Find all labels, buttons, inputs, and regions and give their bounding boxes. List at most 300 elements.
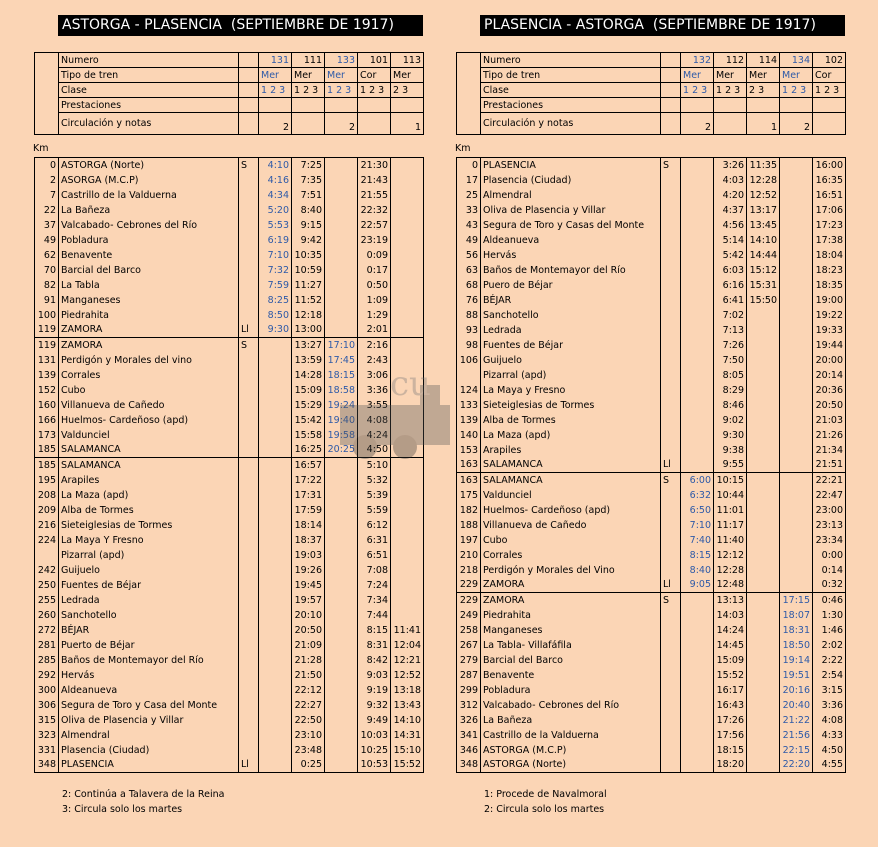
- time-cell: [259, 533, 292, 548]
- time-cell: 10:15: [714, 473, 747, 488]
- time-cell: 20:25: [325, 443, 358, 458]
- arrival-departure-mark: [239, 518, 259, 533]
- schedule-row: [35, 563, 424, 578]
- schedule-row: [457, 173, 846, 188]
- time-cell: 5:20: [259, 203, 292, 218]
- header-blank-cell: [35, 53, 59, 135]
- time-cell: [325, 653, 358, 668]
- time-cell: 17:26: [714, 713, 747, 728]
- time-cell: 18:37: [292, 533, 325, 548]
- train-numero-cell: 101: [358, 53, 391, 68]
- header-mark-cell: [661, 83, 681, 98]
- station-name: Sanchotello: [59, 608, 239, 623]
- arrival-departure-mark: [661, 743, 681, 758]
- km-cell: 348: [457, 758, 481, 773]
- time-cell: 22:21: [813, 473, 846, 488]
- time-cell: 8:40: [292, 203, 325, 218]
- arrival-departure-mark: [661, 233, 681, 248]
- schedule-row: [35, 203, 424, 218]
- arrival-departure-mark: [239, 248, 259, 263]
- train-clase-cell: 1 2 3: [325, 83, 358, 98]
- train-numero-cell: 134: [780, 53, 813, 68]
- time-cell: [681, 353, 714, 368]
- time-cell: [780, 398, 813, 413]
- time-cell: [391, 458, 424, 473]
- time-cell: 9:42: [292, 233, 325, 248]
- time-cell: 3:55: [358, 398, 391, 413]
- arrival-departure-mark: [239, 443, 259, 458]
- km-cell: 341: [457, 728, 481, 743]
- schedule-row: [457, 713, 846, 728]
- time-cell: 21:56: [780, 728, 813, 743]
- arrival-departure-mark: [239, 233, 259, 248]
- station-name: SALAMANCA: [481, 473, 661, 488]
- time-cell: 16:25: [292, 443, 325, 458]
- time-cell: 11:40: [714, 533, 747, 548]
- time-cell: [325, 518, 358, 533]
- time-cell: 20:50: [292, 623, 325, 638]
- time-cell: [391, 248, 424, 263]
- arrival-departure-mark: [239, 413, 259, 428]
- header-mark-cell: [239, 98, 259, 113]
- time-cell: [681, 248, 714, 263]
- time-cell: 7:25: [292, 158, 325, 173]
- station-name: La Tabla: [59, 278, 239, 293]
- station-name: ASTORGA (Norte): [59, 158, 239, 173]
- header-label: Circulación y notas: [59, 113, 239, 135]
- station-name: Segura de Toro y Casas del Monte: [481, 218, 661, 233]
- train-tipo-cell: Cor: [358, 68, 391, 83]
- km-cell: 292: [35, 668, 59, 683]
- time-cell: 19:14: [780, 653, 813, 668]
- time-cell: [391, 548, 424, 563]
- arrival-departure-mark: [239, 623, 259, 638]
- time-cell: 19:45: [292, 578, 325, 593]
- arrival-departure-mark: [661, 293, 681, 308]
- km-cell: 82: [35, 278, 59, 293]
- schedule-row: [35, 188, 424, 203]
- time-cell: 0:17: [358, 263, 391, 278]
- time-cell: 15:29: [292, 398, 325, 413]
- time-cell: 12:28: [714, 563, 747, 578]
- arrival-departure-mark: S: [239, 158, 259, 173]
- time-cell: [325, 218, 358, 233]
- km-cell: 300: [35, 683, 59, 698]
- time-cell: 3:15: [813, 683, 846, 698]
- time-cell: 7:10: [681, 518, 714, 533]
- train-clase-cell: 1 2 3: [714, 83, 747, 98]
- time-cell: [747, 563, 780, 578]
- time-cell: [391, 218, 424, 233]
- time-cell: 12:28: [747, 173, 780, 188]
- time-cell: 1:30: [813, 608, 846, 623]
- time-cell: [681, 218, 714, 233]
- time-cell: [681, 398, 714, 413]
- train-circ-cell: 1: [747, 113, 780, 135]
- schedule-row: [457, 758, 846, 773]
- time-cell: [325, 308, 358, 323]
- station-name: Corrales: [59, 368, 239, 383]
- time-cell: 3:06: [358, 368, 391, 383]
- arrival-departure-mark: [661, 443, 681, 458]
- km-cell: 182: [457, 503, 481, 518]
- time-cell: 20:14: [813, 368, 846, 383]
- time-cell: 3:36: [358, 383, 391, 398]
- time-cell: 2:22: [813, 653, 846, 668]
- time-cell: 21:22: [780, 713, 813, 728]
- time-cell: 18:35: [813, 278, 846, 293]
- left-schedule-table: [34, 157, 424, 773]
- time-cell: [259, 368, 292, 383]
- time-cell: [747, 683, 780, 698]
- time-cell: 15:50: [747, 293, 780, 308]
- arrival-departure-mark: [239, 503, 259, 518]
- time-cell: [747, 728, 780, 743]
- station-name: Fuentes de Béjar: [59, 578, 239, 593]
- time-cell: [391, 413, 424, 428]
- header-label: Numero: [481, 53, 661, 68]
- time-cell: 23:34: [813, 533, 846, 548]
- km-cell: 175: [457, 488, 481, 503]
- time-cell: 17:31: [292, 488, 325, 503]
- arrival-departure-mark: [661, 428, 681, 443]
- arrival-departure-mark: [661, 713, 681, 728]
- km-cell: 17: [457, 173, 481, 188]
- arrival-departure-mark: Ll: [239, 758, 259, 773]
- time-cell: 4:08: [358, 413, 391, 428]
- time-cell: [681, 158, 714, 173]
- time-cell: 4:16: [259, 173, 292, 188]
- time-cell: 12:04: [391, 638, 424, 653]
- arrival-departure-mark: [239, 713, 259, 728]
- time-cell: [780, 353, 813, 368]
- time-cell: [747, 743, 780, 758]
- time-cell: 7:35: [292, 173, 325, 188]
- station-name: Almendral: [59, 728, 239, 743]
- time-cell: [681, 728, 714, 743]
- time-cell: 15:12: [747, 263, 780, 278]
- time-cell: 6:16: [714, 278, 747, 293]
- schedule-row: [35, 713, 424, 728]
- time-cell: [259, 623, 292, 638]
- time-cell: 7:51: [292, 188, 325, 203]
- time-cell: [325, 203, 358, 218]
- time-cell: [780, 173, 813, 188]
- time-cell: 6:50: [681, 503, 714, 518]
- time-cell: 14:31: [391, 728, 424, 743]
- time-cell: 7:34: [358, 593, 391, 608]
- km-cell: 68: [457, 278, 481, 293]
- schedule-row: [35, 743, 424, 758]
- arrival-departure-mark: [661, 383, 681, 398]
- time-cell: 4:37: [714, 203, 747, 218]
- time-cell: 21:30: [358, 158, 391, 173]
- train-clase-cell: 1 2 3: [358, 83, 391, 98]
- time-cell: 23:48: [292, 743, 325, 758]
- km-cell: 93: [457, 323, 481, 338]
- time-cell: 18:50: [780, 638, 813, 653]
- schedule-row: [35, 758, 424, 773]
- time-cell: [780, 188, 813, 203]
- time-cell: [747, 623, 780, 638]
- header-mark-cell: [661, 98, 681, 113]
- time-cell: 4:20: [714, 188, 747, 203]
- time-cell: [325, 638, 358, 653]
- time-cell: [780, 458, 813, 473]
- train-clase-cell: 1 2 3: [681, 83, 714, 98]
- km-cell: 229: [457, 578, 481, 593]
- train-prestaciones-cell: [681, 98, 714, 113]
- time-cell: 8:42: [358, 653, 391, 668]
- station-name: ZAMORA: [481, 593, 661, 608]
- station-name: Huelmos- Cardeñoso (apd): [59, 413, 239, 428]
- time-cell: 18:14: [292, 518, 325, 533]
- time-cell: [780, 203, 813, 218]
- schedule-row: [457, 608, 846, 623]
- km-label: Km: [33, 143, 49, 154]
- time-cell: 17:10: [325, 338, 358, 353]
- time-cell: [325, 473, 358, 488]
- time-cell: 6:12: [358, 518, 391, 533]
- time-cell: [681, 713, 714, 728]
- arrival-departure-mark: [239, 398, 259, 413]
- time-cell: 15:58: [292, 428, 325, 443]
- km-cell: 133: [457, 398, 481, 413]
- station-name: Perdigón y Morales del vino: [59, 353, 239, 368]
- time-cell: 6:32: [681, 488, 714, 503]
- time-cell: [259, 518, 292, 533]
- time-cell: 22:15: [780, 743, 813, 758]
- time-cell: [391, 563, 424, 578]
- time-cell: [747, 503, 780, 518]
- time-cell: [391, 158, 424, 173]
- time-cell: 21:28: [292, 653, 325, 668]
- km-cell: 7: [35, 188, 59, 203]
- time-cell: 13:45: [747, 218, 780, 233]
- header-label: Clase: [481, 83, 661, 98]
- time-cell: [681, 458, 714, 473]
- schedule-row: [457, 413, 846, 428]
- time-cell: 21:34: [813, 443, 846, 458]
- time-cell: 4:33: [813, 728, 846, 743]
- time-cell: 19:03: [292, 548, 325, 563]
- time-cell: [780, 563, 813, 578]
- train-tipo-cell: Mer: [292, 68, 325, 83]
- time-cell: 0:46: [813, 593, 846, 608]
- time-cell: 16:57: [292, 458, 325, 473]
- train-numero-cell: 131: [259, 53, 292, 68]
- time-cell: [780, 503, 813, 518]
- time-cell: 17:22: [292, 473, 325, 488]
- time-cell: [780, 248, 813, 263]
- time-cell: 2:01: [358, 323, 391, 338]
- station-name: Pobladura: [59, 233, 239, 248]
- time-cell: [259, 353, 292, 368]
- time-cell: 5:59: [358, 503, 391, 518]
- schedule-row: [457, 398, 846, 413]
- time-cell: 19:33: [813, 323, 846, 338]
- km-cell: 255: [35, 593, 59, 608]
- km-cell: 163: [457, 458, 481, 473]
- time-cell: [259, 563, 292, 578]
- schedule-row: [35, 353, 424, 368]
- station-name: Valdunciel: [481, 488, 661, 503]
- station-name: PLASENCIA: [481, 158, 661, 173]
- time-cell: 18:20: [714, 758, 747, 773]
- km-cell: 249: [457, 608, 481, 623]
- time-cell: 18:31: [780, 623, 813, 638]
- svg-text:cu: cu: [390, 365, 431, 404]
- time-cell: 19:40: [325, 413, 358, 428]
- time-cell: 8:31: [358, 638, 391, 653]
- time-cell: 4:10: [259, 158, 292, 173]
- time-cell: [780, 293, 813, 308]
- time-cell: [681, 608, 714, 623]
- time-cell: 7:10: [259, 248, 292, 263]
- schedule-row: [35, 653, 424, 668]
- km-cell: 0: [35, 158, 59, 173]
- time-cell: [325, 293, 358, 308]
- km-cell: 281: [35, 638, 59, 653]
- time-cell: 9:49: [358, 713, 391, 728]
- time-cell: 23:10: [292, 728, 325, 743]
- time-cell: [681, 743, 714, 758]
- train-prestaciones-cell: [259, 98, 292, 113]
- km-cell: 43: [457, 218, 481, 233]
- train-circ-cell: 2: [681, 113, 714, 135]
- time-cell: 14:10: [747, 233, 780, 248]
- time-cell: [391, 263, 424, 278]
- schedule-row: [35, 623, 424, 638]
- time-cell: 17:38: [813, 233, 846, 248]
- schedule-row: [35, 503, 424, 518]
- schedule-row: [457, 503, 846, 518]
- station-name: ASTORGA (Norte): [481, 758, 661, 773]
- time-cell: 14:24: [714, 623, 747, 638]
- arrival-departure-mark: [239, 368, 259, 383]
- time-cell: 8:50: [259, 308, 292, 323]
- time-cell: 9:30: [714, 428, 747, 443]
- time-cell: 7:40: [681, 533, 714, 548]
- time-cell: 0:09: [358, 248, 391, 263]
- time-cell: [391, 518, 424, 533]
- station-name: SALAMANCA: [481, 458, 661, 473]
- km-cell: 216: [35, 518, 59, 533]
- km-cell: 272: [35, 623, 59, 638]
- km-cell: 91: [35, 293, 59, 308]
- time-cell: 18:15: [714, 743, 747, 758]
- station-name: Cubo: [481, 533, 661, 548]
- km-cell: 0: [457, 158, 481, 173]
- time-cell: 22:27: [292, 698, 325, 713]
- time-cell: [681, 188, 714, 203]
- time-cell: [681, 413, 714, 428]
- time-cell: 9:55: [714, 458, 747, 473]
- schedule-row: [35, 518, 424, 533]
- schedule-row: [457, 548, 846, 563]
- time-cell: 7:08: [358, 563, 391, 578]
- time-cell: 19:24: [325, 398, 358, 413]
- time-cell: [747, 638, 780, 653]
- time-cell: [747, 443, 780, 458]
- time-cell: [681, 758, 714, 773]
- time-cell: 13:00: [292, 323, 325, 338]
- schedule-row: [35, 278, 424, 293]
- schedule-row: [35, 473, 424, 488]
- km-cell: 139: [35, 368, 59, 383]
- header-mark-cell: [661, 113, 681, 135]
- arrival-departure-mark: [239, 608, 259, 623]
- header-mark-cell: [661, 68, 681, 83]
- train-circ-cell: [358, 113, 391, 135]
- time-cell: 19:44: [813, 338, 846, 353]
- time-cell: [391, 203, 424, 218]
- time-cell: [681, 308, 714, 323]
- time-cell: [325, 458, 358, 473]
- station-name: Pobladura: [481, 683, 661, 698]
- station-name: ZAMORA: [59, 323, 239, 338]
- arrival-departure-mark: Ll: [661, 458, 681, 473]
- km-cell: 299: [457, 683, 481, 698]
- station-name: ASTORGA (M.C.P): [481, 743, 661, 758]
- arrival-departure-mark: [661, 563, 681, 578]
- time-cell: [747, 668, 780, 683]
- station-name: Villanueva de Cañedo: [59, 398, 239, 413]
- schedule-row: [35, 638, 424, 653]
- arrival-departure-mark: S: [661, 473, 681, 488]
- train-clase-cell: 2 3: [747, 83, 780, 98]
- time-cell: [259, 608, 292, 623]
- arrival-departure-mark: [239, 473, 259, 488]
- header-label: Circulación y notas: [481, 113, 661, 135]
- station-name: Puero de Béjar: [481, 278, 661, 293]
- time-cell: [391, 578, 424, 593]
- arrival-departure-mark: [661, 248, 681, 263]
- time-cell: 4:03: [714, 173, 747, 188]
- time-cell: 0:32: [813, 578, 846, 593]
- left-header-table: [34, 52, 424, 135]
- time-cell: 15:09: [714, 653, 747, 668]
- arrival-departure-mark: S: [661, 158, 681, 173]
- time-cell: 13:13: [714, 593, 747, 608]
- km-cell: 209: [35, 503, 59, 518]
- time-cell: [325, 593, 358, 608]
- time-cell: 12:21: [391, 653, 424, 668]
- time-cell: 7:32: [259, 263, 292, 278]
- train-numero-cell: 102: [813, 53, 846, 68]
- schedule-row: [35, 218, 424, 233]
- train-tipo-cell: Mer: [714, 68, 747, 83]
- time-cell: 22:57: [358, 218, 391, 233]
- station-name: Alba de Tormes: [59, 503, 239, 518]
- time-cell: [681, 368, 714, 383]
- time-cell: [259, 758, 292, 773]
- km-cell: 208: [35, 488, 59, 503]
- station-name: Baños de Montemayor del Río: [59, 653, 239, 668]
- header-label: Numero: [59, 53, 239, 68]
- time-cell: [681, 638, 714, 653]
- time-cell: [391, 383, 424, 398]
- time-cell: 9:30: [259, 323, 292, 338]
- station-name: Sieteiglesias de Tormes: [59, 518, 239, 533]
- time-cell: [747, 338, 780, 353]
- time-cell: [780, 488, 813, 503]
- km-cell: 63: [457, 263, 481, 278]
- train-numero-cell: 133: [325, 53, 358, 68]
- station-name: Ledrada: [481, 323, 661, 338]
- station-name: ZAMORA: [59, 338, 239, 353]
- right-header-table: [456, 52, 846, 135]
